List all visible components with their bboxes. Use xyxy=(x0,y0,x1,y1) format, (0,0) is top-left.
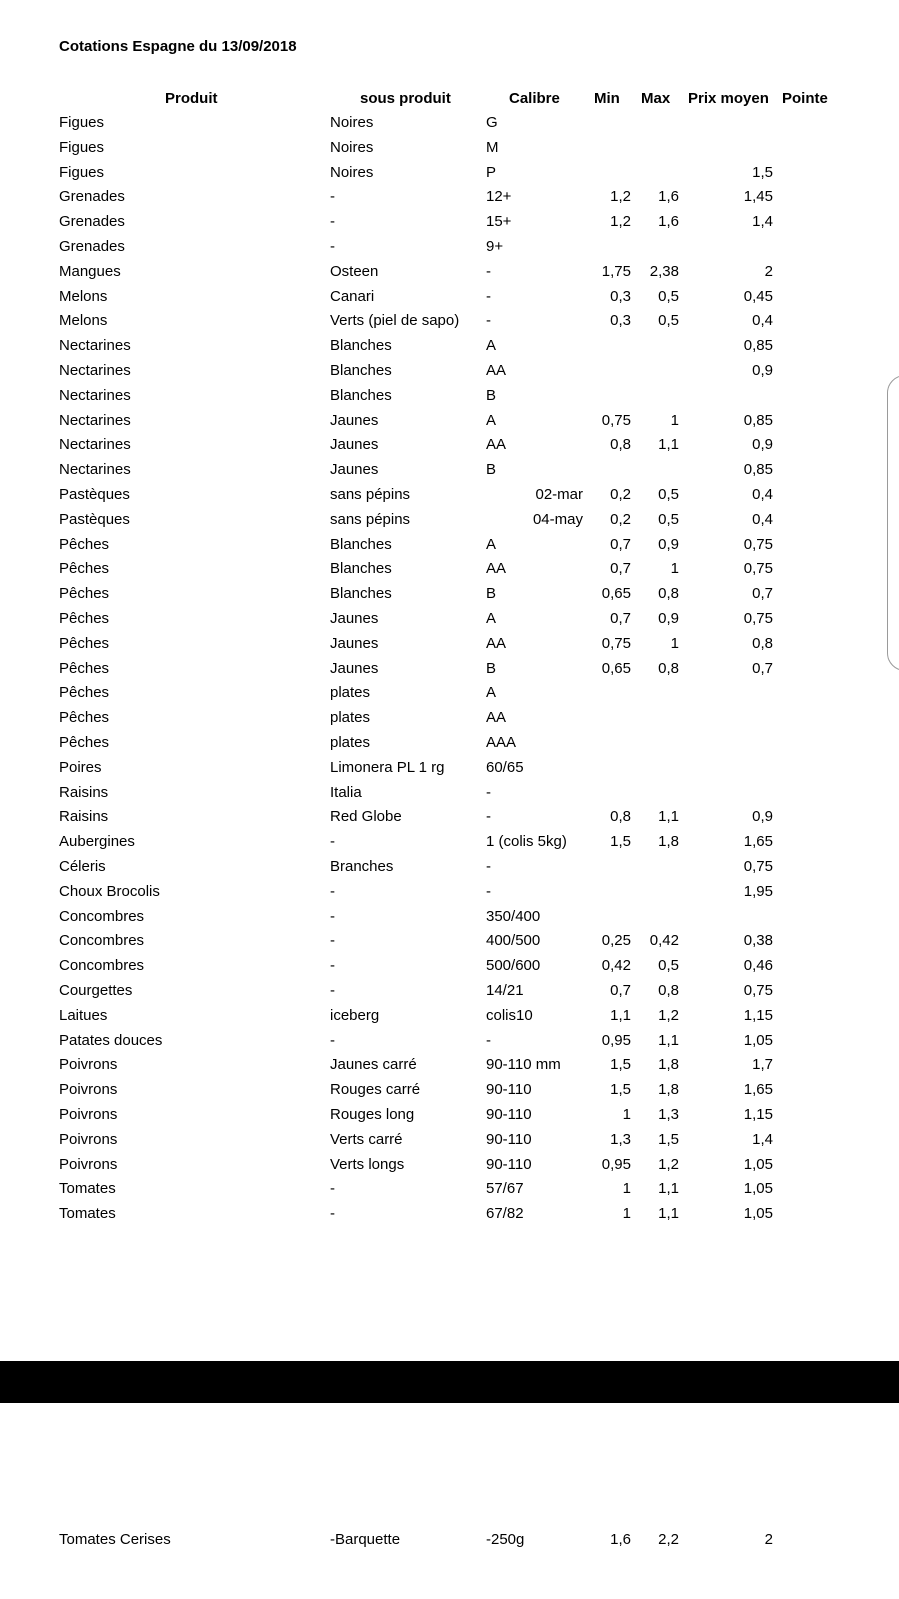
cell-calibre: AA xyxy=(486,362,507,379)
cell-product: Tomates Cerises xyxy=(59,1531,171,1548)
cell-max: 1,8 xyxy=(658,1081,679,1099)
cell-product: Concombres xyxy=(59,932,145,950)
cell-sub-product: Rouges carré xyxy=(330,1081,421,1099)
table-row xyxy=(0,706,899,730)
cell-avg: 0,85 xyxy=(743,411,773,429)
cell-calibre: AA xyxy=(486,560,507,578)
cell-max: 1,1 xyxy=(658,808,679,826)
cell-calibre: 1 (colis 5kg) xyxy=(486,833,567,851)
table-row xyxy=(0,161,899,185)
cell-product: Laitues xyxy=(59,1006,108,1024)
cell-sub-product: Blanches xyxy=(330,535,392,553)
cell-product: Nectarines xyxy=(59,362,131,379)
table-row xyxy=(0,1177,899,1201)
table-row xyxy=(0,458,899,482)
cell-avg: 0,75 xyxy=(743,858,773,875)
cell-min: 0,7 xyxy=(610,610,631,627)
table-row xyxy=(0,1004,899,1028)
cell-sub-product: - xyxy=(330,907,335,925)
cell-max: 2,2 xyxy=(658,1531,679,1548)
table-row xyxy=(0,235,899,259)
cell-calibre: P xyxy=(486,163,497,181)
cell-product: Poivrons xyxy=(59,1106,118,1123)
cell-calibre: 90-110 xyxy=(486,1130,532,1148)
cell-calibre: 90-110 xyxy=(486,1155,532,1173)
cell-product: Céleris xyxy=(59,858,106,875)
cell-calibre: A xyxy=(486,610,497,627)
table-row-bottom xyxy=(0,1528,899,1552)
cell-max: 0,9 xyxy=(658,610,679,627)
cell-min: 0,7 xyxy=(610,560,631,578)
cell-max: 0,8 xyxy=(658,982,679,999)
table-row xyxy=(0,260,899,284)
cell-min: 1,2 xyxy=(610,188,631,206)
table-row xyxy=(0,210,899,234)
cell-avg: 0,8 xyxy=(752,634,773,652)
cell-max: 2,38 xyxy=(649,262,679,280)
cell-sub-product: - xyxy=(330,213,335,231)
cell-avg: 1,7 xyxy=(752,1056,773,1074)
cell-product: Courgettes xyxy=(59,982,133,999)
cell-min: 0,2 xyxy=(610,510,631,528)
table-row xyxy=(0,285,899,309)
cell-sub-product: sans pépins xyxy=(330,510,411,528)
cell-sub-product: plates xyxy=(330,684,371,702)
cell-max: 0,5 xyxy=(658,957,679,975)
cell-calibre: 90-110 xyxy=(486,1106,532,1123)
cell-sub-product: Blanches xyxy=(330,386,392,404)
cell-product: Pêches xyxy=(59,684,110,702)
cell-sub-product: - xyxy=(330,957,335,975)
cell-avg: 1,45 xyxy=(743,188,773,206)
cell-calibre: - xyxy=(486,808,491,826)
cell-sub-product: Jaunes xyxy=(330,634,379,652)
cell-avg: 1,65 xyxy=(743,833,773,851)
cell-calibre: - xyxy=(486,783,491,801)
cell-min: 1 xyxy=(622,1180,631,1198)
table-header xyxy=(0,87,899,111)
cell-max: 0,5 xyxy=(658,486,679,503)
cell-avg: 1,5 xyxy=(752,163,773,181)
table-row xyxy=(0,632,899,656)
cell-sub-product: Jaunes carré xyxy=(330,1056,417,1074)
table-row xyxy=(0,1128,899,1152)
cell-product: Aubergines xyxy=(59,833,135,851)
cell-product: Pêches xyxy=(59,709,110,727)
header-pointe: Pointe xyxy=(782,90,828,107)
cell-sub-product: Verts (piel de sapo) xyxy=(330,312,460,330)
cell-sub-product: Jaunes xyxy=(330,436,379,454)
cell-min: 0,8 xyxy=(610,436,631,454)
cell-calibre: 350/400 xyxy=(486,907,541,925)
cell-calibre: - xyxy=(486,858,491,875)
cell-max: 0,8 xyxy=(658,659,679,677)
cell-product: Poires xyxy=(59,758,102,776)
cell-product: Figues xyxy=(59,114,105,131)
cell-sub-product: Blanches xyxy=(330,337,392,355)
cell-product: Pêches xyxy=(59,634,110,652)
cell-sub-product: Verts carré xyxy=(330,1130,403,1148)
cell-calibre: - xyxy=(486,262,491,280)
table-row xyxy=(0,384,899,408)
table-row xyxy=(0,1053,899,1077)
cell-sub-product: Rouges long xyxy=(330,1106,415,1123)
cell-max: 1,1 xyxy=(658,1031,679,1049)
table-row xyxy=(0,557,899,581)
table-row xyxy=(0,756,899,780)
cell-max: 1,8 xyxy=(658,1056,679,1074)
cell-min: 0,2 xyxy=(610,486,631,503)
cell-sub-product: - xyxy=(330,932,335,950)
cell-avg: 1,4 xyxy=(752,1130,773,1148)
cell-product: Nectarines xyxy=(59,461,131,479)
cell-product: Melons xyxy=(59,312,108,330)
cell-avg: 2 xyxy=(764,262,773,280)
cell-calibre: A xyxy=(486,535,497,553)
cell-product: Tomates xyxy=(59,1180,116,1198)
cell-max: 1,8 xyxy=(658,833,679,851)
cell-min: 1 xyxy=(622,1205,631,1223)
cell-min: 1 xyxy=(622,1106,631,1123)
cell-sub-product: Verts longs xyxy=(330,1155,405,1173)
cell-min: 0,42 xyxy=(601,957,631,975)
cell-min: 1,5 xyxy=(610,1056,631,1074)
cell-product: Concombres xyxy=(59,957,145,975)
cell-calibre: 02-mar xyxy=(535,486,583,503)
cell-min: 0,8 xyxy=(610,808,631,826)
cell-avg: 0,46 xyxy=(743,957,773,975)
table-row xyxy=(0,533,899,557)
cell-product: Nectarines xyxy=(59,337,131,355)
cell-calibre: 57/67 xyxy=(486,1180,524,1198)
cell-sub-product: - xyxy=(330,1205,335,1223)
header-max: Max xyxy=(641,90,671,107)
cell-calibre: B xyxy=(486,386,497,404)
cell-avg: 0,85 xyxy=(743,337,773,355)
cell-max: 1,2 xyxy=(658,1155,679,1173)
cell-avg: 0,4 xyxy=(752,312,773,330)
cell-min: 0,75 xyxy=(601,634,631,652)
cell-product: Nectarines xyxy=(59,386,131,404)
cell-sub-product: Blanches xyxy=(330,362,392,379)
cell-avg: 0,4 xyxy=(752,486,773,503)
cell-max: 1,6 xyxy=(658,213,679,231)
cell-sub-product: -Barquette xyxy=(330,1531,401,1548)
cell-product: Poivrons xyxy=(59,1056,118,1074)
cell-calibre: 400/500 xyxy=(486,932,541,950)
cell-min: 0,7 xyxy=(610,982,631,999)
cell-sub-product: Jaunes xyxy=(330,610,379,627)
table-row xyxy=(0,979,899,1003)
cell-product: Pêches xyxy=(59,560,110,578)
cell-calibre: 67/82 xyxy=(486,1205,524,1223)
cell-avg: 1,05 xyxy=(743,1205,773,1223)
cell-product: Mangues xyxy=(59,262,121,280)
cell-sub-product: Blanches xyxy=(330,585,392,603)
cell-product: Tomates xyxy=(59,1205,116,1223)
cell-product: Figues xyxy=(59,163,105,181)
cell-min: 1,75 xyxy=(601,262,631,280)
cell-product: Melons xyxy=(59,287,108,305)
cell-sub-product: - xyxy=(330,238,335,255)
cell-product: Pêches xyxy=(59,585,110,603)
cell-product: Poivrons xyxy=(59,1130,118,1148)
cell-product: Grenades xyxy=(59,238,125,255)
header-produit: Produit xyxy=(165,90,218,107)
table-row xyxy=(0,508,899,532)
cell-sub-product: - xyxy=(330,982,335,999)
cell-product: Pêches xyxy=(59,659,110,677)
cell-avg: 0,7 xyxy=(752,659,773,677)
table-row xyxy=(0,136,899,160)
cell-min: 0,65 xyxy=(601,659,631,677)
cell-avg: 0,9 xyxy=(752,362,773,379)
cell-min: 0,25 xyxy=(601,932,631,950)
cell-sub-product: Noires xyxy=(330,114,374,131)
cell-min: 0,95 xyxy=(601,1155,631,1173)
cell-product: Poivrons xyxy=(59,1155,118,1173)
table-row xyxy=(0,781,899,805)
cell-sub-product: - xyxy=(330,1031,335,1049)
table-row xyxy=(0,929,899,953)
cell-calibre: colis10 xyxy=(486,1006,533,1024)
cell-avg: 1,4 xyxy=(752,213,773,231)
table-row xyxy=(0,880,899,904)
cell-product: Grenades xyxy=(59,188,125,206)
cell-product: Nectarines xyxy=(59,436,131,454)
table-row xyxy=(0,1103,899,1127)
table-row xyxy=(0,657,899,681)
black-band xyxy=(0,1361,899,1403)
cell-max: 1 xyxy=(670,634,679,652)
cell-avg: 0,75 xyxy=(743,535,773,553)
cell-avg: 1,95 xyxy=(743,882,773,900)
cell-sub-product: sans pépins xyxy=(330,486,411,503)
cell-max: 1,3 xyxy=(658,1106,679,1123)
cell-sub-product: - xyxy=(330,1180,335,1198)
cell-calibre: B xyxy=(486,585,497,603)
cell-calibre: M xyxy=(486,138,499,156)
cell-min: 0,75 xyxy=(601,411,631,429)
cell-calibre: 04-may xyxy=(532,510,583,528)
cell-max: 1 xyxy=(670,560,679,578)
cell-sub-product: plates xyxy=(330,734,371,751)
header-prix-moyen: Prix moyen xyxy=(688,90,769,107)
cell-calibre: 15+ xyxy=(486,213,512,231)
cell-sub-product: plates xyxy=(330,709,371,727)
cell-avg: 1,15 xyxy=(743,1106,773,1123)
cell-calibre: AA xyxy=(486,634,507,652)
cell-calibre: 90-110 xyxy=(486,1081,532,1099)
cell-product: Figues xyxy=(59,138,105,156)
table-row xyxy=(0,433,899,457)
cell-max: 1,5 xyxy=(658,1130,679,1148)
cell-min: 1,1 xyxy=(610,1006,631,1024)
table-row xyxy=(0,359,899,383)
cell-min: 1,3 xyxy=(610,1130,631,1148)
table-row xyxy=(0,830,899,854)
cell-min: 1,5 xyxy=(610,833,631,851)
cell-calibre: AA xyxy=(486,709,507,727)
table-row xyxy=(0,334,899,358)
cell-product: Raisins xyxy=(59,808,109,826)
table-row xyxy=(0,1029,899,1053)
table-row xyxy=(0,483,899,507)
cell-sub-product: iceberg xyxy=(330,1006,380,1024)
cell-calibre: -250g xyxy=(486,1531,525,1548)
cell-product: Choux Brocolis xyxy=(59,882,160,900)
cell-product: Poivrons xyxy=(59,1081,118,1099)
table-row xyxy=(0,681,899,705)
cell-calibre: G xyxy=(486,114,498,131)
cell-min: 0,7 xyxy=(610,535,631,553)
cell-avg: 0,7 xyxy=(752,585,773,603)
table-row xyxy=(0,1202,899,1226)
header-min: Min xyxy=(594,90,620,107)
cell-sub-product: - xyxy=(330,188,335,206)
cell-avg: 0,45 xyxy=(743,287,773,305)
cell-avg: 1,05 xyxy=(743,1031,773,1049)
cell-product: Pêches xyxy=(59,734,110,751)
cell-sub-product: - xyxy=(330,833,335,851)
cell-sub-product: Noires xyxy=(330,138,374,156)
cell-min: 0,3 xyxy=(610,287,631,305)
cell-calibre: 14/21 xyxy=(486,982,524,999)
header-calibre: Calibre xyxy=(509,90,560,107)
table-row xyxy=(0,954,899,978)
cell-max: 0,42 xyxy=(649,932,679,950)
table-row xyxy=(0,582,899,606)
cell-min: 0,3 xyxy=(610,312,631,330)
cell-product: Concombres xyxy=(59,907,145,925)
cell-sub-product: Noires xyxy=(330,163,374,181)
cell-product: Pêches xyxy=(59,535,110,553)
cell-max: 0,5 xyxy=(658,287,679,305)
table-row xyxy=(0,731,899,755)
cell-max: 1,1 xyxy=(658,436,679,454)
table-row xyxy=(0,309,899,333)
cell-sub-product: Italia xyxy=(330,783,362,801)
cell-max: 0,5 xyxy=(658,312,679,330)
document-title: Cotations Espagne du 13/09/2018 xyxy=(59,38,297,55)
cell-min: 1,6 xyxy=(610,1531,631,1548)
cell-product: Patates douces xyxy=(59,1031,163,1049)
cell-min: 1,5 xyxy=(610,1081,631,1099)
cell-avg: 0,75 xyxy=(743,982,773,999)
cell-calibre: AA xyxy=(486,436,507,454)
cell-max: 0,8 xyxy=(658,585,679,603)
cell-sub-product: Osteen xyxy=(330,262,379,280)
cell-calibre: AAA xyxy=(486,734,517,751)
cell-max: 1,2 xyxy=(658,1006,679,1024)
cell-product: Pastèques xyxy=(59,510,130,528)
cell-avg: 1,05 xyxy=(743,1180,773,1198)
cell-calibre: B xyxy=(486,461,497,479)
cell-max: 1,1 xyxy=(658,1205,679,1223)
cell-calibre: 90-110 mm xyxy=(486,1056,561,1074)
table-row xyxy=(0,905,899,929)
cell-calibre: - xyxy=(486,1031,491,1049)
table-row xyxy=(0,1153,899,1177)
cell-calibre: A xyxy=(486,411,497,429)
cell-calibre: A xyxy=(486,337,497,355)
cell-avg: 2 xyxy=(764,1531,773,1548)
cell-sub-product: Jaunes xyxy=(330,461,379,479)
cell-avg: 0,75 xyxy=(743,560,773,578)
cell-avg: 0,38 xyxy=(743,932,773,950)
cell-calibre: - xyxy=(486,287,491,305)
cell-avg: 1,15 xyxy=(743,1006,773,1024)
cell-calibre: B xyxy=(486,659,497,677)
cell-avg: 0,4 xyxy=(752,510,773,528)
cell-sub-product: Branches xyxy=(330,858,394,875)
table-row xyxy=(0,185,899,209)
side-scroll-handle[interactable] xyxy=(887,375,899,671)
table-row xyxy=(0,805,899,829)
cell-sub-product: Limonera PL 1 rg xyxy=(330,758,445,776)
cell-avg: 1,05 xyxy=(743,1155,773,1173)
cell-calibre: 60/65 xyxy=(486,758,524,776)
table-row xyxy=(0,1078,899,1102)
table-row xyxy=(0,111,899,135)
cell-max: 0,5 xyxy=(658,510,679,528)
cell-max: 0,9 xyxy=(658,535,679,553)
cell-sub-product: Red Globe xyxy=(330,808,402,826)
table-row xyxy=(0,607,899,631)
cell-calibre: 500/600 xyxy=(486,957,541,975)
cell-sub-product: - xyxy=(330,882,335,900)
table-row xyxy=(0,855,899,879)
cell-max: 1,1 xyxy=(658,1180,679,1198)
cell-product: Raisins xyxy=(59,783,109,801)
cell-sub-product: Blanches xyxy=(330,560,392,578)
cell-calibre: 12+ xyxy=(486,188,512,206)
cell-avg: 0,9 xyxy=(752,436,773,454)
cell-min: 0,65 xyxy=(601,585,631,603)
header-sous-produit: sous produit xyxy=(360,90,451,107)
cell-min: 1,2 xyxy=(610,213,631,231)
cell-avg: 1,65 xyxy=(743,1081,773,1099)
cell-avg: 0,75 xyxy=(743,610,773,627)
cell-calibre: A xyxy=(486,684,497,702)
cell-calibre: - xyxy=(486,312,491,330)
cell-avg: 0,9 xyxy=(752,808,773,826)
cell-sub-product: Jaunes xyxy=(330,659,379,677)
cell-avg: 0,85 xyxy=(743,461,773,479)
cell-calibre: 9+ xyxy=(486,238,504,255)
cell-sub-product: Canari xyxy=(330,287,375,305)
cell-max: 1 xyxy=(670,411,679,429)
cell-product: Pastèques xyxy=(59,486,130,503)
cell-max: 1,6 xyxy=(658,188,679,206)
cell-product: Nectarines xyxy=(59,411,131,429)
cell-min: 0,95 xyxy=(601,1031,631,1049)
table-row xyxy=(0,409,899,433)
cell-product: Pêches xyxy=(59,610,110,627)
cell-sub-product: Jaunes xyxy=(330,411,379,429)
cell-calibre: - xyxy=(486,882,491,900)
cell-product: Grenades xyxy=(59,213,125,231)
